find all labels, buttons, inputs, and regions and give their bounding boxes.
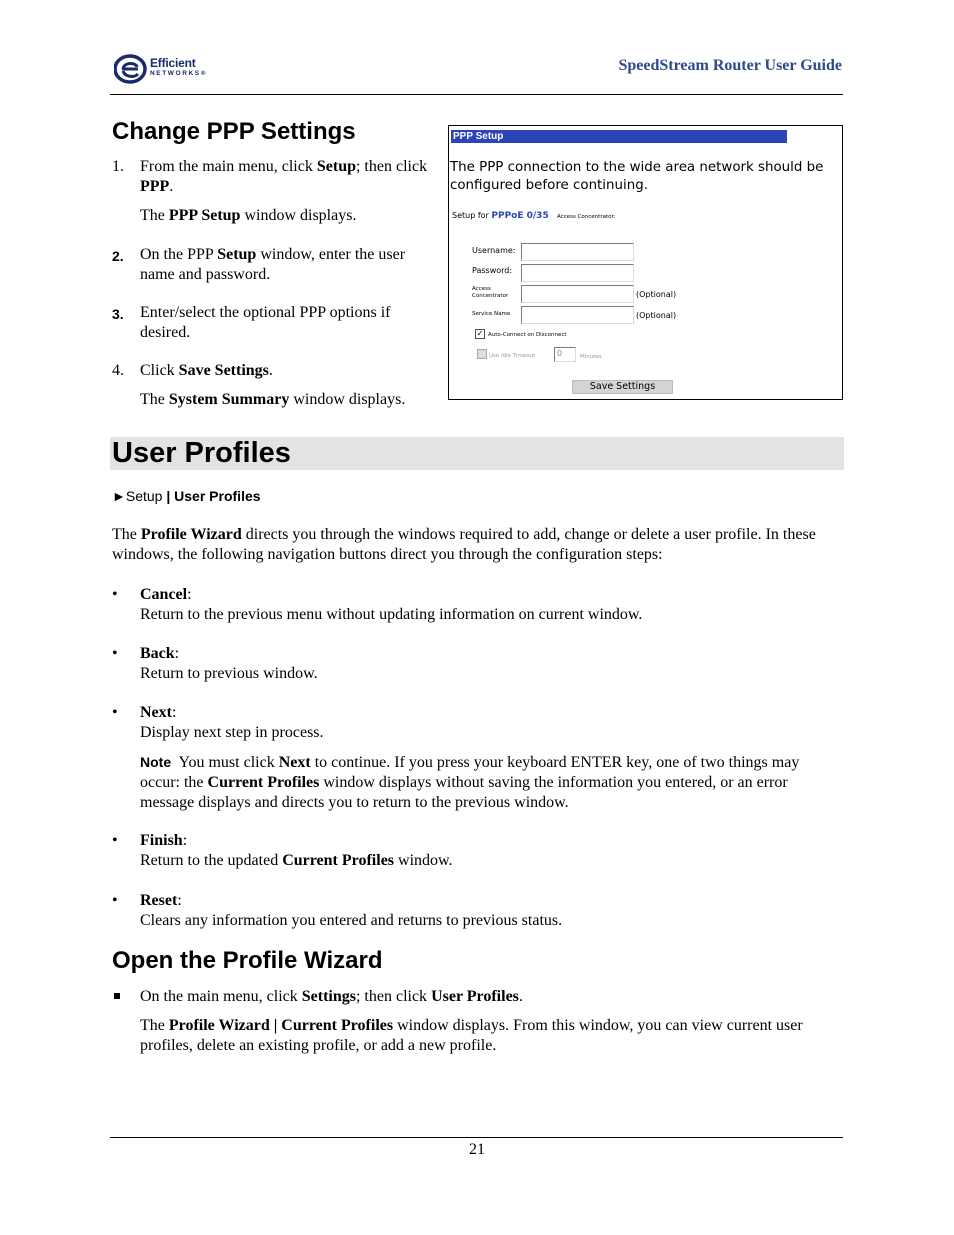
ppp-setup-window [448,125,843,400]
breadcrumb-setup: Setup [125,488,163,504]
bullet-icon: • [112,832,118,849]
bold-text: PPP [140,178,170,195]
text: The [140,1017,169,1034]
minutes-label: Minutes [580,354,602,360]
setup-for-label [452,211,549,221]
auto-connect-label: Auto-Connect on Disconnect [488,332,567,338]
text: The [112,526,141,543]
user-profiles-heading: User Profiles [112,437,291,469]
bold-text: PPP Setup [168,207,241,224]
bullet-icon: • [112,704,118,721]
optional-label-1: (Optional) [636,290,677,299]
text: Return to the updated [140,852,283,869]
ppp-step-2 [112,245,432,285]
bold-text: Profile Wizard | Current Profiles [168,1017,394,1034]
page-number: 21 [469,1141,485,1158]
nav-item-next: Next: Display next step in process. [140,704,324,741]
ppp-step-1 [112,157,432,197]
text: Setup for [452,211,489,220]
item-desc [140,852,453,869]
step-number: 3. [112,306,124,322]
save-settings-button[interactable]: Save Settings [572,380,673,394]
password-label: Password: [472,266,513,275]
service-name-label: Service Name [472,311,511,317]
step-text [140,157,430,197]
ppp-step-3 [112,303,432,343]
nav-item-finish: Finish: Return to the updated Current Profiles window. [140,832,453,869]
square-bullet-icon [114,993,120,999]
note-label: Note [140,754,172,770]
item-desc: Display next step in process. [140,724,324,741]
bullet-icon: • [112,645,118,662]
bold-text: Current Profiles [207,774,320,791]
step-text [140,361,432,381]
item-desc: Clears any information you entered and returns to previous status. [140,912,563,929]
username-label: Username: [472,246,516,255]
text: From the main menu, click [140,158,317,175]
step-text: Enter/select the optional PPP options if desired. [140,304,391,341]
header-rule [110,94,843,95]
text: The [140,391,169,408]
wizard-heading: Open the Profile Wizard [112,947,383,974]
item-term: Reset [140,892,178,909]
text: Click [140,362,179,379]
text: to continue. If you press your keyboard ENTER key, one of two things may occur: the [140,754,800,791]
bold-text: Settings [301,988,356,1005]
text: . [169,178,174,195]
step-text [140,245,435,285]
text: window. [394,852,453,869]
text: ; then click [355,988,432,1005]
text: You must click [178,754,279,771]
text: Concentrator [472,293,509,299]
service-name-input[interactable] [521,306,634,324]
breadcrumb-separator: | [162,488,175,504]
logo-registered-mark: ® [200,70,208,77]
step-number: 2. [112,248,124,264]
text: window displays. From this window, you can view current user profiles, delete an existing profile, or add a new profile. [140,1017,803,1054]
text: The [140,207,169,224]
text: . [268,362,273,379]
breadcrumb-current: User Profiles [174,488,261,504]
bold-text: System Summary [168,391,290,408]
bold-text: Current Profiles [282,852,395,869]
window-message: The PPP connection to the wide area network should be configured before continuing. [450,160,824,193]
access-concentrator-caption: Access Concentrator: [557,214,616,220]
bold-text: Next [278,754,311,771]
text: On the PPP [140,246,218,263]
footer-rule [110,1137,843,1138]
item-term: Finish [140,832,183,849]
ppp-step-4 [112,361,432,381]
text: window displays. [289,391,406,408]
efficient-networks-logo [114,52,214,84]
item-term: Next [140,704,172,721]
text: directs you through the windows required to add, change or delete a user profile. In these windows, the following navigation buttons direct you through the configuration steps: [112,526,816,563]
logo-line1: Efficient [150,56,196,70]
breadcrumb-arrow-icon: ► [112,488,126,504]
text: window displays. [240,207,357,224]
item-desc: Return to previous window. [140,665,318,682]
wizard-step [140,987,840,1007]
optional-label-2: (Optional) [636,311,677,320]
profile-wizard-intro [112,525,837,565]
concentrator-label [472,286,508,300]
password-input[interactable] [521,264,634,282]
document-title: SpeedStream Router User Guide [618,57,842,74]
breadcrumb [112,488,261,504]
idle-timeout-label: Use Idle Timeout [489,353,536,359]
bold-text: Setup [217,246,257,263]
bullet-icon: • [112,586,118,603]
text: window, enter the user name and password. [140,246,406,283]
setup-for-value: PPPoE 0/35 [491,211,549,221]
username-input[interactable] [521,243,634,261]
item-term: Cancel [140,586,188,603]
auto-connect-checkbox[interactable]: ✓ [476,329,484,338]
item-desc: Return to the previous menu without updating information on current window. [140,606,643,623]
step-number: 4. [112,362,124,379]
text: Access [472,286,491,292]
bold-text: Profile Wizard [140,526,242,543]
logo-e-icon [114,54,148,84]
nav-item-reset: Reset: Clears any information you entered and returns to previous status. [140,892,563,929]
window-titlebar: PPP Setup [451,130,787,143]
text: On the main menu, click [140,988,302,1005]
logo-networks-text: NETWORKS [150,70,201,77]
bullet-icon: • [112,892,118,909]
text: window displays without saving the information you entered, or an error message displays and directs you to return to the previous window. [140,774,788,811]
ppp-step-1-result [140,206,356,226]
nav-item-back: Back: Return to previous window. [140,645,318,682]
item-term: Back [140,645,175,662]
bold-text: Save Settings [178,362,269,379]
bold-text: User Profiles [431,988,519,1005]
step-number: 1. [112,158,124,175]
idle-timeout-input[interactable]: 0 [554,347,576,362]
concentrator-input[interactable] [521,285,634,303]
logo-line2 [150,70,207,77]
idle-timeout-checkbox[interactable] [477,349,487,359]
text: ; then click [355,158,428,175]
note-paragraph [140,752,840,813]
text: . [518,988,523,1005]
nav-item-cancel: Cancel: Return to the previous menu without updating information on current window. [140,586,643,623]
wizard-result [140,1016,835,1056]
ppp-heading: Change PPP Settings [112,118,356,145]
bold-text: Setup [316,158,356,175]
ppp-step-4-result [140,390,405,410]
